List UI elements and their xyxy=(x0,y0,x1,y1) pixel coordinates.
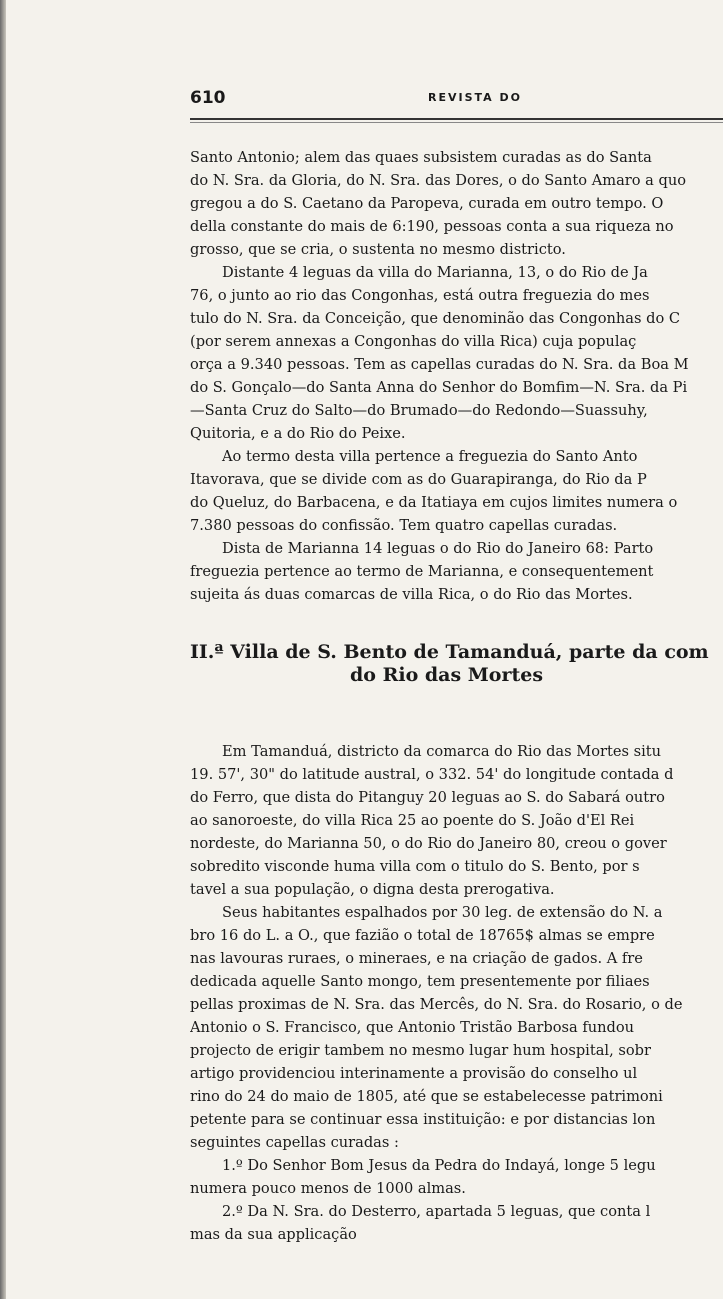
heading-line: II.ª Villa de S. Bento de Tamanduá, parte da com xyxy=(190,641,709,663)
text-line: Seus habitantes espalhados por 30 leg. de extensão do N. a xyxy=(222,904,663,921)
text-line: seguintes capellas curadas : xyxy=(190,1134,399,1151)
text-line: nas lavouras ruraes, o mineraes, e na criação de gados. A fre xyxy=(190,950,643,967)
text-line: do Ferro, que dista do Pitanguy 20 leguas ao S. do Sabará outro xyxy=(190,789,665,806)
text-line: Santo Antonio; alem das quaes subsistem curadas as do Santa xyxy=(190,149,652,166)
text-line: —Santa Cruz do Salto—do Brumado—do Redondo—Suassuhy, xyxy=(190,402,648,419)
text-line: dedicada aquelle Santo mongo, tem presentemente por filiaes xyxy=(190,973,650,990)
text-line: artigo providenciou interinamente a provisão do conselho ul xyxy=(190,1065,638,1082)
text-line: rino do 24 do maio de 1805, até que se estabelecesse patrimoni xyxy=(190,1088,663,1105)
heading-line: do Rio das Mortes xyxy=(350,664,544,686)
header-rule-thin xyxy=(190,122,723,123)
text-line: ao sanoroeste, do villa Rica 25 ao poente do S. João d'El Rei xyxy=(190,812,635,829)
text-line: Distante 4 leguas da villa do Marianna, 13, o do Rio de Ja xyxy=(222,264,648,281)
header-rule xyxy=(190,118,723,120)
text-line: 7.380 pessoas do confissão. Tem quatro capellas curadas. xyxy=(190,517,618,534)
text-line: Quitoria, e a do Rio do Peixe. xyxy=(190,425,406,442)
text-line: Itavorava, que se divide com as do Guarapiranga, do Rio da P xyxy=(190,471,647,488)
paragraph-block-1 xyxy=(190,146,723,606)
section-heading xyxy=(190,641,723,687)
text-line: Em Tamanduá, districto da comarca do Rio das Mortes situ xyxy=(222,743,662,760)
text-line: tulo do N. Sra. da Conceição, que denominão das Congonhas do C xyxy=(190,310,681,327)
text-line: sobredito visconde huma villa com o titulo do S. Bento, por s xyxy=(190,858,640,875)
text-line: sujeita ás duas comarcas de villa Rica, o do Rio das Mortes. xyxy=(190,586,633,603)
text-line: pellas proximas de N. Sra. das Mercês, do N. Sra. do Rosario, o de xyxy=(190,996,683,1013)
text-line: grosso, que se cria, o sustenta no mesmo districto. xyxy=(190,241,566,258)
text-line: orça a 9.340 pessoas. Tem as capellas curadas do N. Sra. da Boa M xyxy=(190,356,689,373)
page-header xyxy=(190,88,723,118)
text-line: 1.º Do Senhor Bom Jesus da Pedra do Indayá, longe 5 legu xyxy=(222,1157,656,1174)
text-line: Dista de Marianna 14 leguas o do Rio do Janeiro 68: Parto xyxy=(222,540,654,557)
text-line: (por serem annexas a Congonhas do villa Rica) cuja populaç xyxy=(190,333,637,350)
text-line: 19. 57', 30" do latitude austral, o 332. 54' do longitude contada d xyxy=(190,766,674,783)
text-line: mas da sua applicação xyxy=(190,1226,357,1243)
text-line: do N. Sra. da Gloria, do N. Sra. das Dores, o do Santo Amaro a quo xyxy=(190,172,687,189)
text-line: gregou a do S. Caetano da Paropeva, curada em outro tempo. O xyxy=(190,195,664,212)
text-line: Ao termo desta villa pertence a freguezia do Santo Anto xyxy=(222,448,638,465)
text-line: freguezia pertence ao termo de Marianna, e consequentement xyxy=(190,563,654,580)
paragraph-block-2 xyxy=(190,740,723,1246)
binding-edge xyxy=(0,0,6,1299)
text-line: della constante do mais de 6:190, pessoas conta a sua riqueza no xyxy=(190,218,674,235)
text-line: numera pouco menos de 1000 almas. xyxy=(190,1180,466,1197)
text-line: 76, o junto ao rio das Congonhas, está outra freguezia do mes xyxy=(190,287,650,304)
running-title: REVISTA DO xyxy=(428,91,522,104)
text-line: Antonio o S. Francisco, que Antonio Tristão Barbosa fundou xyxy=(190,1019,635,1036)
text-line: projecto de erigir tambem no mesmo lugar hum hospital, sobr xyxy=(190,1042,651,1059)
text-line: tavel a sua população, o digna desta prerogativa. xyxy=(190,881,555,898)
text-line: nordeste, do Marianna 50, o do Rio do Janeiro 80, creou o gover xyxy=(190,835,667,852)
text-line: petente para se continuar essa instituição: e por distancias lon xyxy=(190,1111,656,1128)
text-line: 2.º Da N. Sra. do Desterro, apartada 5 leguas, que conta l xyxy=(222,1203,651,1220)
page-number: 610 xyxy=(190,88,226,108)
text-line: bro 16 do L. a O., que fazião o total de 18765$ almas se empre xyxy=(190,927,655,944)
text-line: do Queluz, do Barbacena, e da Itatiaya em cujos limites numera o xyxy=(190,494,678,511)
text-line: do S. Gonçalo—do Santa Anna do Senhor do Bomfim—N. Sra. da Pi xyxy=(190,379,688,396)
